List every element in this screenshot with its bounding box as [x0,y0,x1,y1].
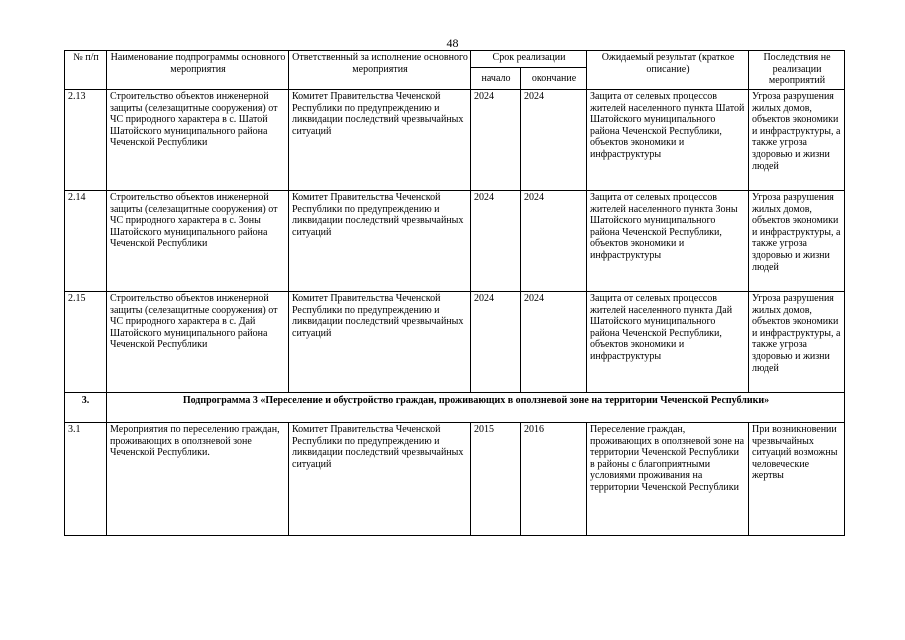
row-name: Мероприятия по переселению граждан, проживающих в оползневой зоне Чеченской Республики. [107,423,289,536]
row-num: 3.1 [65,423,107,536]
row-consequences: Угроза разрушения жилых домов, объектов экономики и инфраструктуры, а также угроза здоровью и жизни людей [749,292,845,393]
table-row [65,423,845,536]
row-end: 2024 [521,90,587,191]
header-result: Ожидаемый результат (краткое описание) [587,51,749,90]
row-result: Защита от селевых процессов жителей населенного пункта Шатой Шатойского муниципального района Чеченской Республики, объектов экономики и инфраструктуры [587,90,749,191]
row-end: 2024 [521,191,587,292]
header-period: Срок реализации [471,51,587,68]
row-name: Строительство объектов инженерной защиты (селезащитные сооружения) от ЧС природного характера в с. Шатой Шатойского муниципального района Чеченской Республики [107,90,289,191]
row-name: Строительство объектов инженерной защиты (селезащитные сооружения) от ЧС природного характера в с. Дай Шатойского муниципального района Чеченской Республики [107,292,289,393]
row-num: 2.14 [65,191,107,292]
header-end: окончание [521,68,587,90]
table-row [65,90,845,191]
row-responsible: Комитет Правительства Чеченской Республики по предупреждению и ликвидации последствий чрезвычайных ситуаций [289,292,471,393]
row-end: 2024 [521,292,587,393]
header-start: начало [471,68,521,90]
row-result: Защита от селевых процессов жителей населенного пункта Зоны Шатойского муниципального района Чеченской Республики, объектов экономики и инфраструктуры [587,191,749,292]
row-consequences: Угроза разрушения жилых домов, объектов экономики и инфраструктуры, а также угроза здоровью и жизни людей [749,90,845,191]
row-responsible: Комитет Правительства Чеченской Республики по предупреждению и ликвидации последствий чрезвычайных ситуаций [289,191,471,292]
row-responsible: Комитет Правительства Чеченской Республики по предупреждению и ликвидации последствий чрезвычайных ситуаций [289,423,471,536]
table-header [65,51,845,90]
row-result: Защита от селевых процессов жителей населенного пункта Дай Шатойского муниципального района Чеченской Республики, объектов экономики и инфраструктуры [587,292,749,393]
row-num: 2.15 [65,292,107,393]
header-name: Наименование подпрограммы основного мероприятия [107,51,289,90]
header-consequences: Последствия не реализации мероприятий [749,51,845,90]
row-start: 2015 [471,423,521,536]
row-start: 2024 [471,90,521,191]
section-title: Подпрограмма 3 «Переселение и обустройство граждан, проживающих в оползневой зоне на территории Чеченской Республики» [107,393,845,423]
table-row [65,292,845,393]
row-result: Переселение граждан, проживающих в оползневой зоне на территории Чеченской Республики в районы с благоприятными условиями проживания на территории Чеченской Республики [587,423,749,536]
table-row [65,191,845,292]
section-row [65,393,845,423]
row-consequences: Угроза разрушения жилых домов, объектов экономики и инфраструктуры, а также угроза здоровью и жизни людей [749,191,845,292]
page-number: 48 [446,36,459,50]
row-responsible: Комитет Правительства Чеченской Республики по предупреждению и ликвидации последствий чрезвычайных ситуаций [289,90,471,191]
program-table [64,50,845,536]
header-responsible: Ответственный за исполнение основного мероприятия [289,51,471,90]
section-num: 3. [65,393,107,423]
row-start: 2024 [471,292,521,393]
row-num: 2.13 [65,90,107,191]
header-num: № п/п [65,51,107,90]
row-end: 2016 [521,423,587,536]
row-name: Строительство объектов инженерной защиты (селезащитные сооружения) от ЧС природного характера в с. Зоны Шатойского муниципального района Чеченской Республики [107,191,289,292]
row-consequences: При возникновении чрезвычайных ситуаций возможны человеческие жертвы [749,423,845,536]
row-start: 2024 [471,191,521,292]
